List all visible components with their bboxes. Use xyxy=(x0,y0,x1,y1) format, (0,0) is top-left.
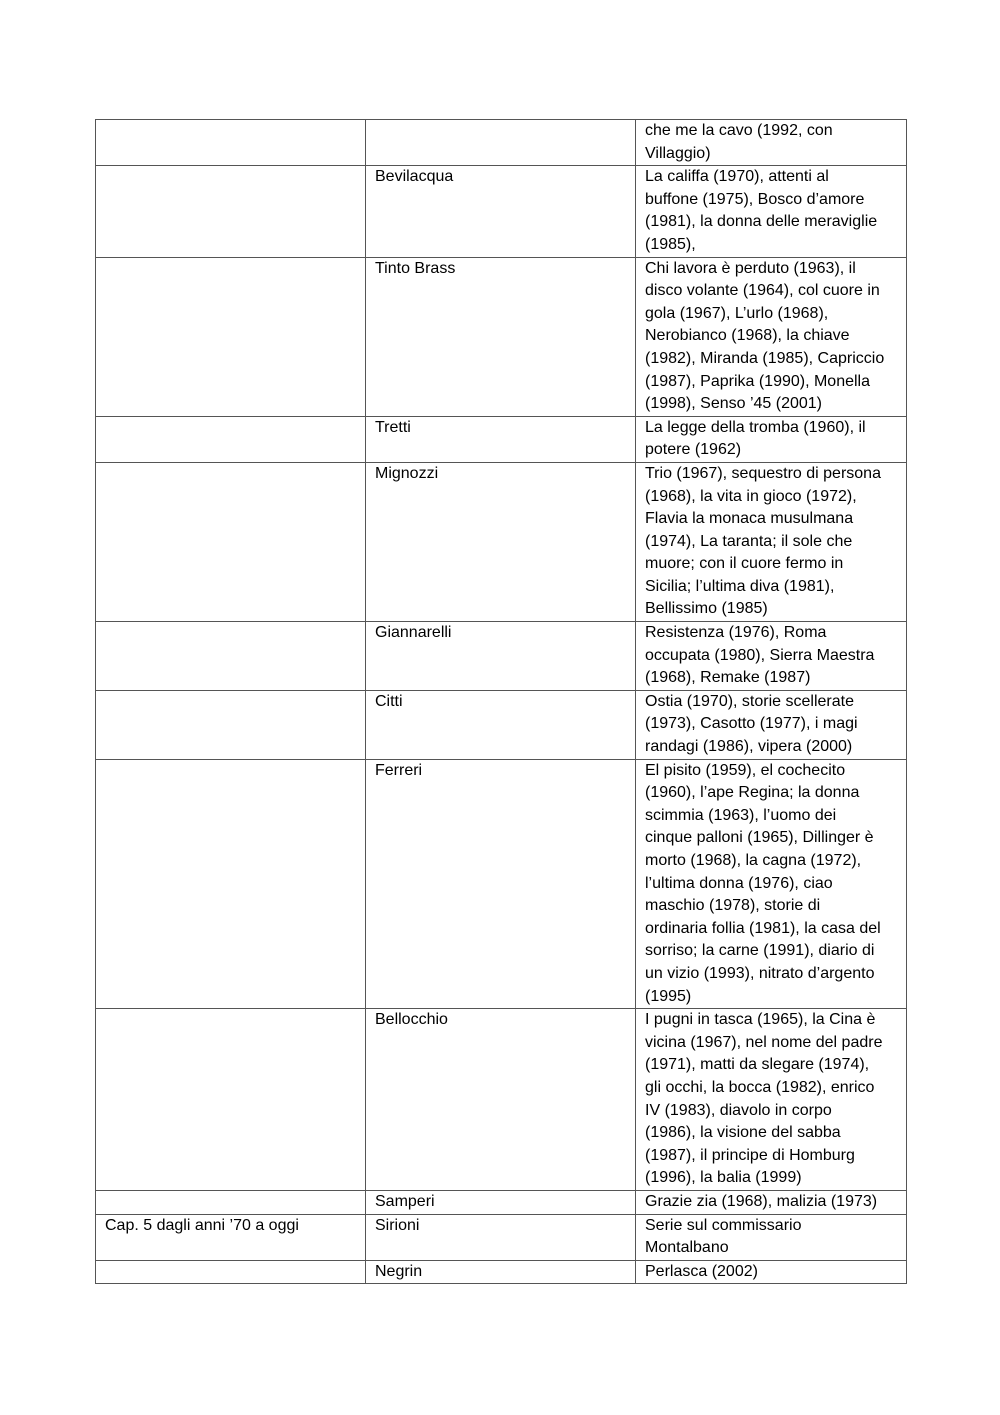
films-line: randagi (1986), vipera (2000) xyxy=(645,738,853,756)
films-line: (1985), xyxy=(645,235,696,253)
films-line: occupata (1980), Sierra Maestra xyxy=(645,646,875,664)
director-cell: Samperi xyxy=(366,1190,636,1214)
films-line: ordinaria follia (1981), la casa del xyxy=(645,919,881,937)
films-line: Flavia la monaca musulmana xyxy=(645,510,854,528)
director-cell: Tretti xyxy=(366,416,636,462)
director-cell: Giannarelli xyxy=(366,622,636,691)
films-line: cinque palloni (1965), Dillinger è xyxy=(645,829,874,847)
films-line: (1981), la donna delle meraviglie xyxy=(645,213,878,231)
films-line: (1987), il principe di Homburg xyxy=(645,1146,855,1164)
chapter-cell xyxy=(96,1009,366,1191)
table-row xyxy=(96,1260,907,1284)
table-row xyxy=(96,416,907,462)
films-cell xyxy=(636,690,907,759)
table-row xyxy=(96,120,907,166)
films-line: buffone (1975), Bosco d’amore xyxy=(645,190,865,208)
chapter-cell xyxy=(96,759,366,1009)
films-line: gli occhi, la bocca (1982), enrico xyxy=(645,1078,875,1096)
films-line: (1971), matti da slegare (1974), xyxy=(645,1056,870,1074)
table-row xyxy=(96,1009,907,1191)
films-line: maschio (1978), storie di xyxy=(645,897,821,915)
films-line: Sicilia; l’ultima diva (1981), xyxy=(645,577,835,595)
films-cell xyxy=(636,759,907,1009)
films-line: Chi lavora è perduto (1963), il xyxy=(645,259,856,277)
films-line: (1998), Senso ’45 (2001) xyxy=(645,395,822,413)
director-cell: Mignozzi xyxy=(366,462,636,621)
director-cell: Bevilacqua xyxy=(366,166,636,257)
chapter-cell xyxy=(96,166,366,257)
director-cell: Ferreri xyxy=(366,759,636,1009)
table-row xyxy=(96,1190,907,1214)
director-cell: Tinto Brass xyxy=(366,257,636,416)
films-line: IV (1983), diavolo in corpo xyxy=(645,1101,832,1119)
films-line: Montalbano xyxy=(645,1239,729,1257)
table-row xyxy=(96,166,907,257)
chapter-cell: Cap. 5 dagli anni ’70 a oggi xyxy=(96,1214,366,1260)
chapter-cell xyxy=(96,1190,366,1214)
films-line: morto (1968), la cagna (1972), xyxy=(645,852,862,869)
table-row xyxy=(96,257,907,416)
chapter-cell xyxy=(96,690,366,759)
films-line: un vizio (1993), nitrato d’argento xyxy=(645,964,875,982)
films-cell xyxy=(636,1190,907,1214)
films-cell xyxy=(636,462,907,621)
director-cell: Bellocchio xyxy=(366,1009,636,1191)
films-line: La legge della tromba (1960), il xyxy=(645,418,866,436)
films-line: sorriso; la carne (1991), diario di xyxy=(645,942,875,960)
films-line: (1986), la visione del sabba xyxy=(645,1124,841,1142)
director-cell: Sirioni xyxy=(366,1214,636,1260)
filmography-table xyxy=(95,119,907,1284)
films-cell xyxy=(636,1260,907,1284)
films-cell xyxy=(636,257,907,416)
films-line: potere (1962) xyxy=(645,441,742,459)
films-line: Nerobianco (1968), la chiave xyxy=(645,327,850,345)
films-line: (1968), la vita in gioco (1972), xyxy=(645,487,857,505)
table-row xyxy=(96,462,907,621)
films-line: Bellissimo (1985) xyxy=(645,600,768,618)
director-cell: Negrin xyxy=(366,1260,636,1284)
chapter-cell xyxy=(96,462,366,621)
films-cell xyxy=(636,1214,907,1260)
films-cell xyxy=(636,166,907,257)
films-cell xyxy=(636,120,907,166)
films-line: vicina (1967), nel nome del padre xyxy=(645,1033,883,1051)
films-line: Perlasca (2002) xyxy=(645,1262,758,1280)
films-line: (1973), Casotto (1977), i magi xyxy=(645,715,858,733)
films-line: (1974), La taranta; il sole che xyxy=(645,532,853,550)
films-line: I pugni in tasca (1965), la Cina è xyxy=(645,1011,876,1029)
films-cell xyxy=(636,416,907,462)
table-row xyxy=(96,759,907,1009)
films-line: (1960), l’ape Regina; la donna xyxy=(645,784,860,802)
films-line: La califfa (1970), attenti al xyxy=(645,168,829,186)
chapter-cell xyxy=(96,416,366,462)
table-row xyxy=(96,1214,907,1260)
films-line: che me la cavo (1992, con xyxy=(645,122,833,139)
films-line: Ostia (1970), storie scellerate xyxy=(645,692,854,710)
films-line: Resistenza (1976), Roma xyxy=(645,624,827,642)
films-line: Grazie zia (1968), malizia (1973) xyxy=(645,1192,878,1210)
films-line: muore; con il cuore fermo in xyxy=(645,555,844,573)
films-line: (1996), la balia (1999) xyxy=(645,1169,802,1187)
films-line: scimmia (1963), l’uomo dei xyxy=(645,806,837,824)
films-line: El pisito (1959), el cochecito xyxy=(645,761,846,779)
films-line: gola (1967), L’urlo (1968), xyxy=(645,304,829,322)
films-line: l’ultima donna (1976), ciao xyxy=(645,874,833,892)
films-line: Villaggio) xyxy=(645,144,711,162)
chapter-cell xyxy=(96,120,366,166)
films-line: (1987), Paprika (1990), Monella xyxy=(645,372,871,390)
director-cell: Citti xyxy=(366,690,636,759)
films-cell xyxy=(636,622,907,691)
director-cell xyxy=(366,120,636,166)
films-line: disco volante (1964), col cuore in xyxy=(645,282,880,300)
table-row xyxy=(96,690,907,759)
chapter-cell xyxy=(96,622,366,691)
films-cell xyxy=(636,1009,907,1191)
films-line: Serie sul commissario xyxy=(645,1216,802,1234)
films-line: (1995) xyxy=(645,987,692,1005)
films-line: Trio (1967), sequestro di persona xyxy=(645,464,881,482)
table-row xyxy=(96,622,907,691)
chapter-cell xyxy=(96,1260,366,1284)
table-body xyxy=(96,120,907,1284)
films-line: (1982), Miranda (1985), Capriccio xyxy=(645,349,885,367)
films-line: (1968), Remake (1987) xyxy=(645,669,811,687)
chapter-cell xyxy=(96,257,366,416)
